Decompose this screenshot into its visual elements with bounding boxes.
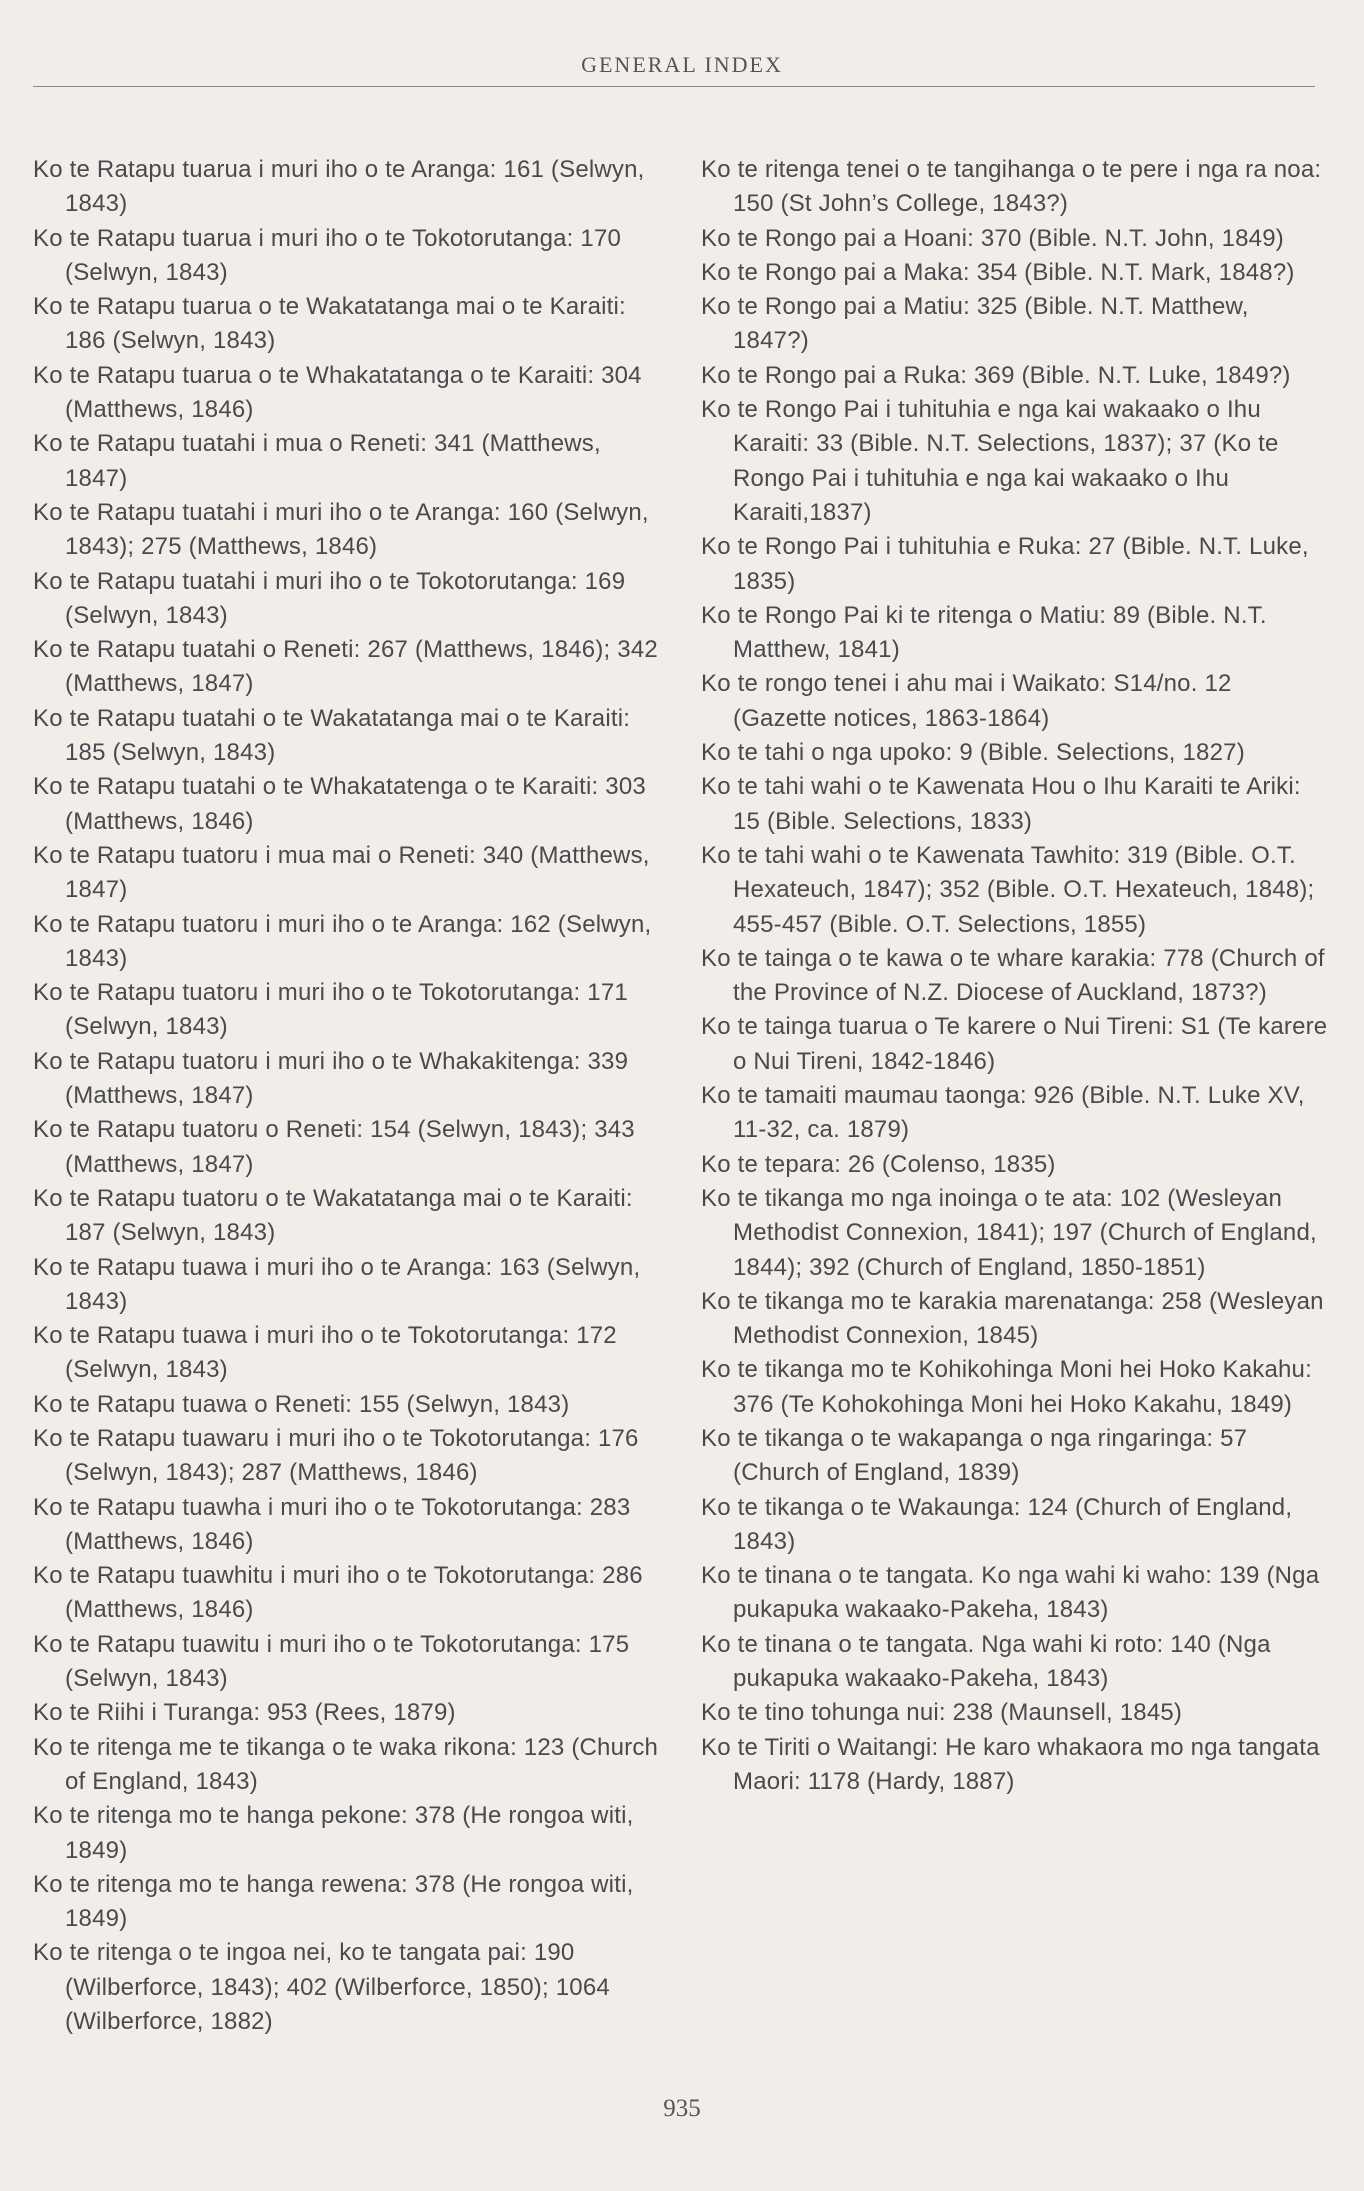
index-entry: Ko te Rongo pai a Ruka: 369 (Bible. N.T. Luke, 1849?) bbox=[701, 361, 1291, 389]
index-entry: Ko te Ratapu tuatoru o te Wakatatanga mai o te Karaiti: 187 (Selwyn, 1843) bbox=[33, 1184, 633, 1247]
index-entry: Ko te Ratapu tuawitu i muri iho o te Tokotorutanga: 175 (Selwyn, 1843) bbox=[33, 1630, 630, 1693]
index-entry: Ko te tahi o nga upoko: 9 (Bible. Selections, 1827) bbox=[701, 739, 1245, 767]
index-entry: Ko te Ratapu tuawaru i muri iho o te Tokotorutanga: 176 (Selwyn, 1843); 287 (Matthews, 1846) bbox=[33, 1424, 639, 1487]
index-entry: Ko te Ratapu tuatahi o te Whakatatenga o te Karaiti: 303 (Matthews, 1846) bbox=[33, 773, 646, 835]
index-entry: Ko te Ratapu tuarua i muri iho o te Tokotorutanga: 170 (Selwyn, 1843) bbox=[33, 224, 622, 286]
index-entry: Ko te Rongo Pai ki te ritenga o Matiu: 89 (Bible. N.T. Matthew, 1841) bbox=[701, 601, 1267, 664]
index-entry: Ko te Ratapu tuatoru i muri iho o te Aranga: 162 (Selwyn, 1843) bbox=[33, 910, 652, 972]
index-entry: Ko te tainga o te kawa o te whare karakia: 778 (Church of the Province of N.Z. Diocese of Auckland, 1873?) bbox=[701, 944, 1325, 1007]
index-entry: Ko te Ratapu tuawha i muri iho o te Tokotorutanga: 283 (Matthews, 1846) bbox=[33, 1493, 631, 1555]
index-entry: Ko te rongo tenei i ahu mai i Waikato: S14/no. 12 (Gazette notices, 1863-1864) bbox=[701, 670, 1232, 732]
index-entry: Ko te tikanga mo te karakia marenatanga: 258 (Wesleyan Methodist Connexion, 1845) bbox=[701, 1287, 1324, 1350]
index-entry: Ko te tikanga o te Wakaunga: 124 (Church of England, 1843) bbox=[701, 1493, 1293, 1555]
index-entry: Ko te Ratapu tuawa o Reneti: 155 (Selwyn, 1843) bbox=[33, 1390, 570, 1418]
index-entry: Ko te tinana o te tangata. Nga wahi ki roto: 140 (Nga pukapuka wakaako-Pakeha, 1843) bbox=[701, 1630, 1271, 1693]
index-entry: Ko te Ratapu tuatoru i muri iho o te Whakakitenga: 339 (Matthews, 1847) bbox=[33, 1047, 629, 1110]
index-entry: Ko te tepara: 26 (Colenso, 1835) bbox=[701, 1150, 1056, 1178]
index-entry: Ko te Ratapu tuatahi i muri iho o te Tokotorutanga: 169 (Selwyn, 1843) bbox=[33, 567, 626, 629]
index-entry: Ko te Rongo pai a Matiu: 325 (Bible. N.T. Matthew, 1847?) bbox=[701, 293, 1249, 355]
index-entry: Ko te tino tohunga nui: 238 (Maunsell, 1845) bbox=[701, 1699, 1183, 1727]
running-head: GENERAL INDEX bbox=[581, 52, 783, 77]
index-entry: Ko te tinana o te tangata. Ko nga wahi ki waho: 139 (Nga pukapuka wakaako-Pakeha, 1843) bbox=[701, 1562, 1320, 1624]
index-entry: Ko te tahi wahi o te Kawenata Tawhito: 319 (Bible. O.T. Hexateuch, 1847); 352 (Bible. O.T. Hexateuch, 1848); 455-457 (Bible. O.T. Selections, 1855) bbox=[701, 841, 1315, 938]
index-entry: Ko te Tiriti o Waitangi: He karo whakaora mo nga tangata Maori: 1178 (Hardy, 1887) bbox=[701, 1733, 1320, 1795]
index-entry: Ko te Ratapu tuatahi i muri iho o te Aranga: 160 (Selwyn, 1843); 275 (Matthews, 1846) bbox=[33, 498, 649, 561]
index-entry: Ko te Ratapu tuatoru i muri iho o te Tokotorutanga: 171 (Selwyn, 1843) bbox=[33, 979, 628, 1041]
index-entry: Ko te tainga tuarua o Te karere o Nui Tireni: S1 (Te karere o Nui Tireni, 1842-1846) bbox=[701, 1013, 1328, 1075]
index-entry: Ko te tamaiti maumau taonga: 926 (Bible. N.T. Luke XV, 11-32, ca. 1879) bbox=[701, 1082, 1305, 1144]
index-entry: Ko te tikanga mo nga inoinga o te ata: 102 (Wesleyan Methodist Connexion, 1841); 197 (Church of England, 1844); 392 (Church of England, 1850-1851) bbox=[701, 1184, 1317, 1281]
index-entry: Ko te Ratapu tuawhitu i muri iho o te Tokotorutanga: 286 (Matthews, 1846) bbox=[33, 1562, 643, 1624]
index-entry: Ko te ritenga tenei o te tangihanga o te pere i nga ra noa: 150 (St John’s College, 1843?) bbox=[701, 156, 1322, 218]
index-entry: Ko te Rongo Pai i tuhituhia e nga kai wakaako o Ihu Karaiti: 33 (Bible. N.T. Selections, 1837); 37 (Ko te Rongo Pai i tuhituhia e nga kai wakaako o Ihu Karaiti,1837) bbox=[701, 396, 1279, 526]
header-rule bbox=[33, 86, 1315, 87]
index-entry: Ko te Ratapu tuatoru o Reneti: 154 (Selwyn, 1843); 343 (Matthews, 1847) bbox=[33, 1116, 635, 1178]
index-entry: Ko te Rongo pai a Hoani: 370 (Bible. N.T. John, 1849) bbox=[701, 224, 1284, 252]
index-column-right bbox=[701, 153, 1331, 1799]
index-entry: Ko te Rongo pai a Maka: 354 (Bible. N.T. Mark, 1848?) bbox=[701, 258, 1295, 286]
index-entry: Ko te ritenga o te ingoa nei, ko te tangata pai: 190 (Wilberforce, 1843); 402 (Wilberforce, 1850); 1064 (Wilberforce, 1882) bbox=[33, 1939, 610, 2036]
index-entry: Ko te Rongo Pai i tuhituhia e Ruka: 27 (Bible. N.T. Luke, 1835) bbox=[701, 533, 1309, 595]
index-entry: Ko te Ratapu tuatahi o Reneti: 267 (Matthews, 1846); 342 (Matthews, 1847) bbox=[33, 636, 658, 698]
page-number: 935 bbox=[663, 2095, 701, 2122]
index-entry: Ko te Ratapu tuawa i muri iho o te Aranga: 163 (Selwyn, 1843) bbox=[33, 1253, 641, 1315]
index-entry: Ko te Ratapu tuatoru i mua mai o Reneti: 340 (Matthews, 1847) bbox=[33, 841, 650, 904]
index-entry: Ko te Riihi i Turanga: 953 (Rees, 1879) bbox=[33, 1699, 456, 1727]
index-entry: Ko te tahi wahi o te Kawenata Hou o Ihu Karaiti te Ariki: 15 (Bible. Selections, 1833) bbox=[701, 773, 1301, 835]
index-entry: Ko te Ratapu tuarua o te Whakatatanga o te Karaiti: 304 (Matthews, 1846) bbox=[33, 361, 642, 424]
index-entry: Ko te ritenga me te tikanga o te waka rikona: 123 (Church of England, 1843) bbox=[33, 1733, 659, 1795]
index-entry: Ko te tikanga o te wakapanga o nga ringaringa: 57 (Church of England, 1839) bbox=[701, 1424, 1248, 1487]
index-entry: Ko te Ratapu tuatahi i mua o Reneti: 341 (Matthews, 1847) bbox=[33, 430, 601, 492]
index-entry: Ko te tikanga mo te Kohikohinga Moni hei Hoko Kakahu: 376 (Te Kohokohinga Moni hei Hoko Kakahu, 1849) bbox=[701, 1356, 1312, 1418]
index-entry: Ko te Ratapu tuarua o te Wakatatanga mai o te Karaiti: 186 (Selwyn, 1843) bbox=[33, 293, 626, 355]
index-entry: Ko te Ratapu tuawa i muri iho o te Tokotorutanga: 172 (Selwyn, 1843) bbox=[33, 1322, 617, 1384]
index-column-left bbox=[33, 153, 663, 2039]
index-entry: Ko te Ratapu tuarua i muri iho o te Aranga: 161 (Selwyn, 1843) bbox=[33, 156, 645, 218]
index-entry: Ko te ritenga mo te hanga pekone: 378 (He rongoa witi, 1849) bbox=[33, 1802, 634, 1864]
index-entry: Ko te ritenga mo te hanga rewena: 378 (He rongoa witi, 1849) bbox=[33, 1870, 634, 1933]
index-entry: Ko te Ratapu tuatahi o te Wakatatanga mai o te Karaiti: 185 (Selwyn, 1843) bbox=[33, 704, 631, 767]
